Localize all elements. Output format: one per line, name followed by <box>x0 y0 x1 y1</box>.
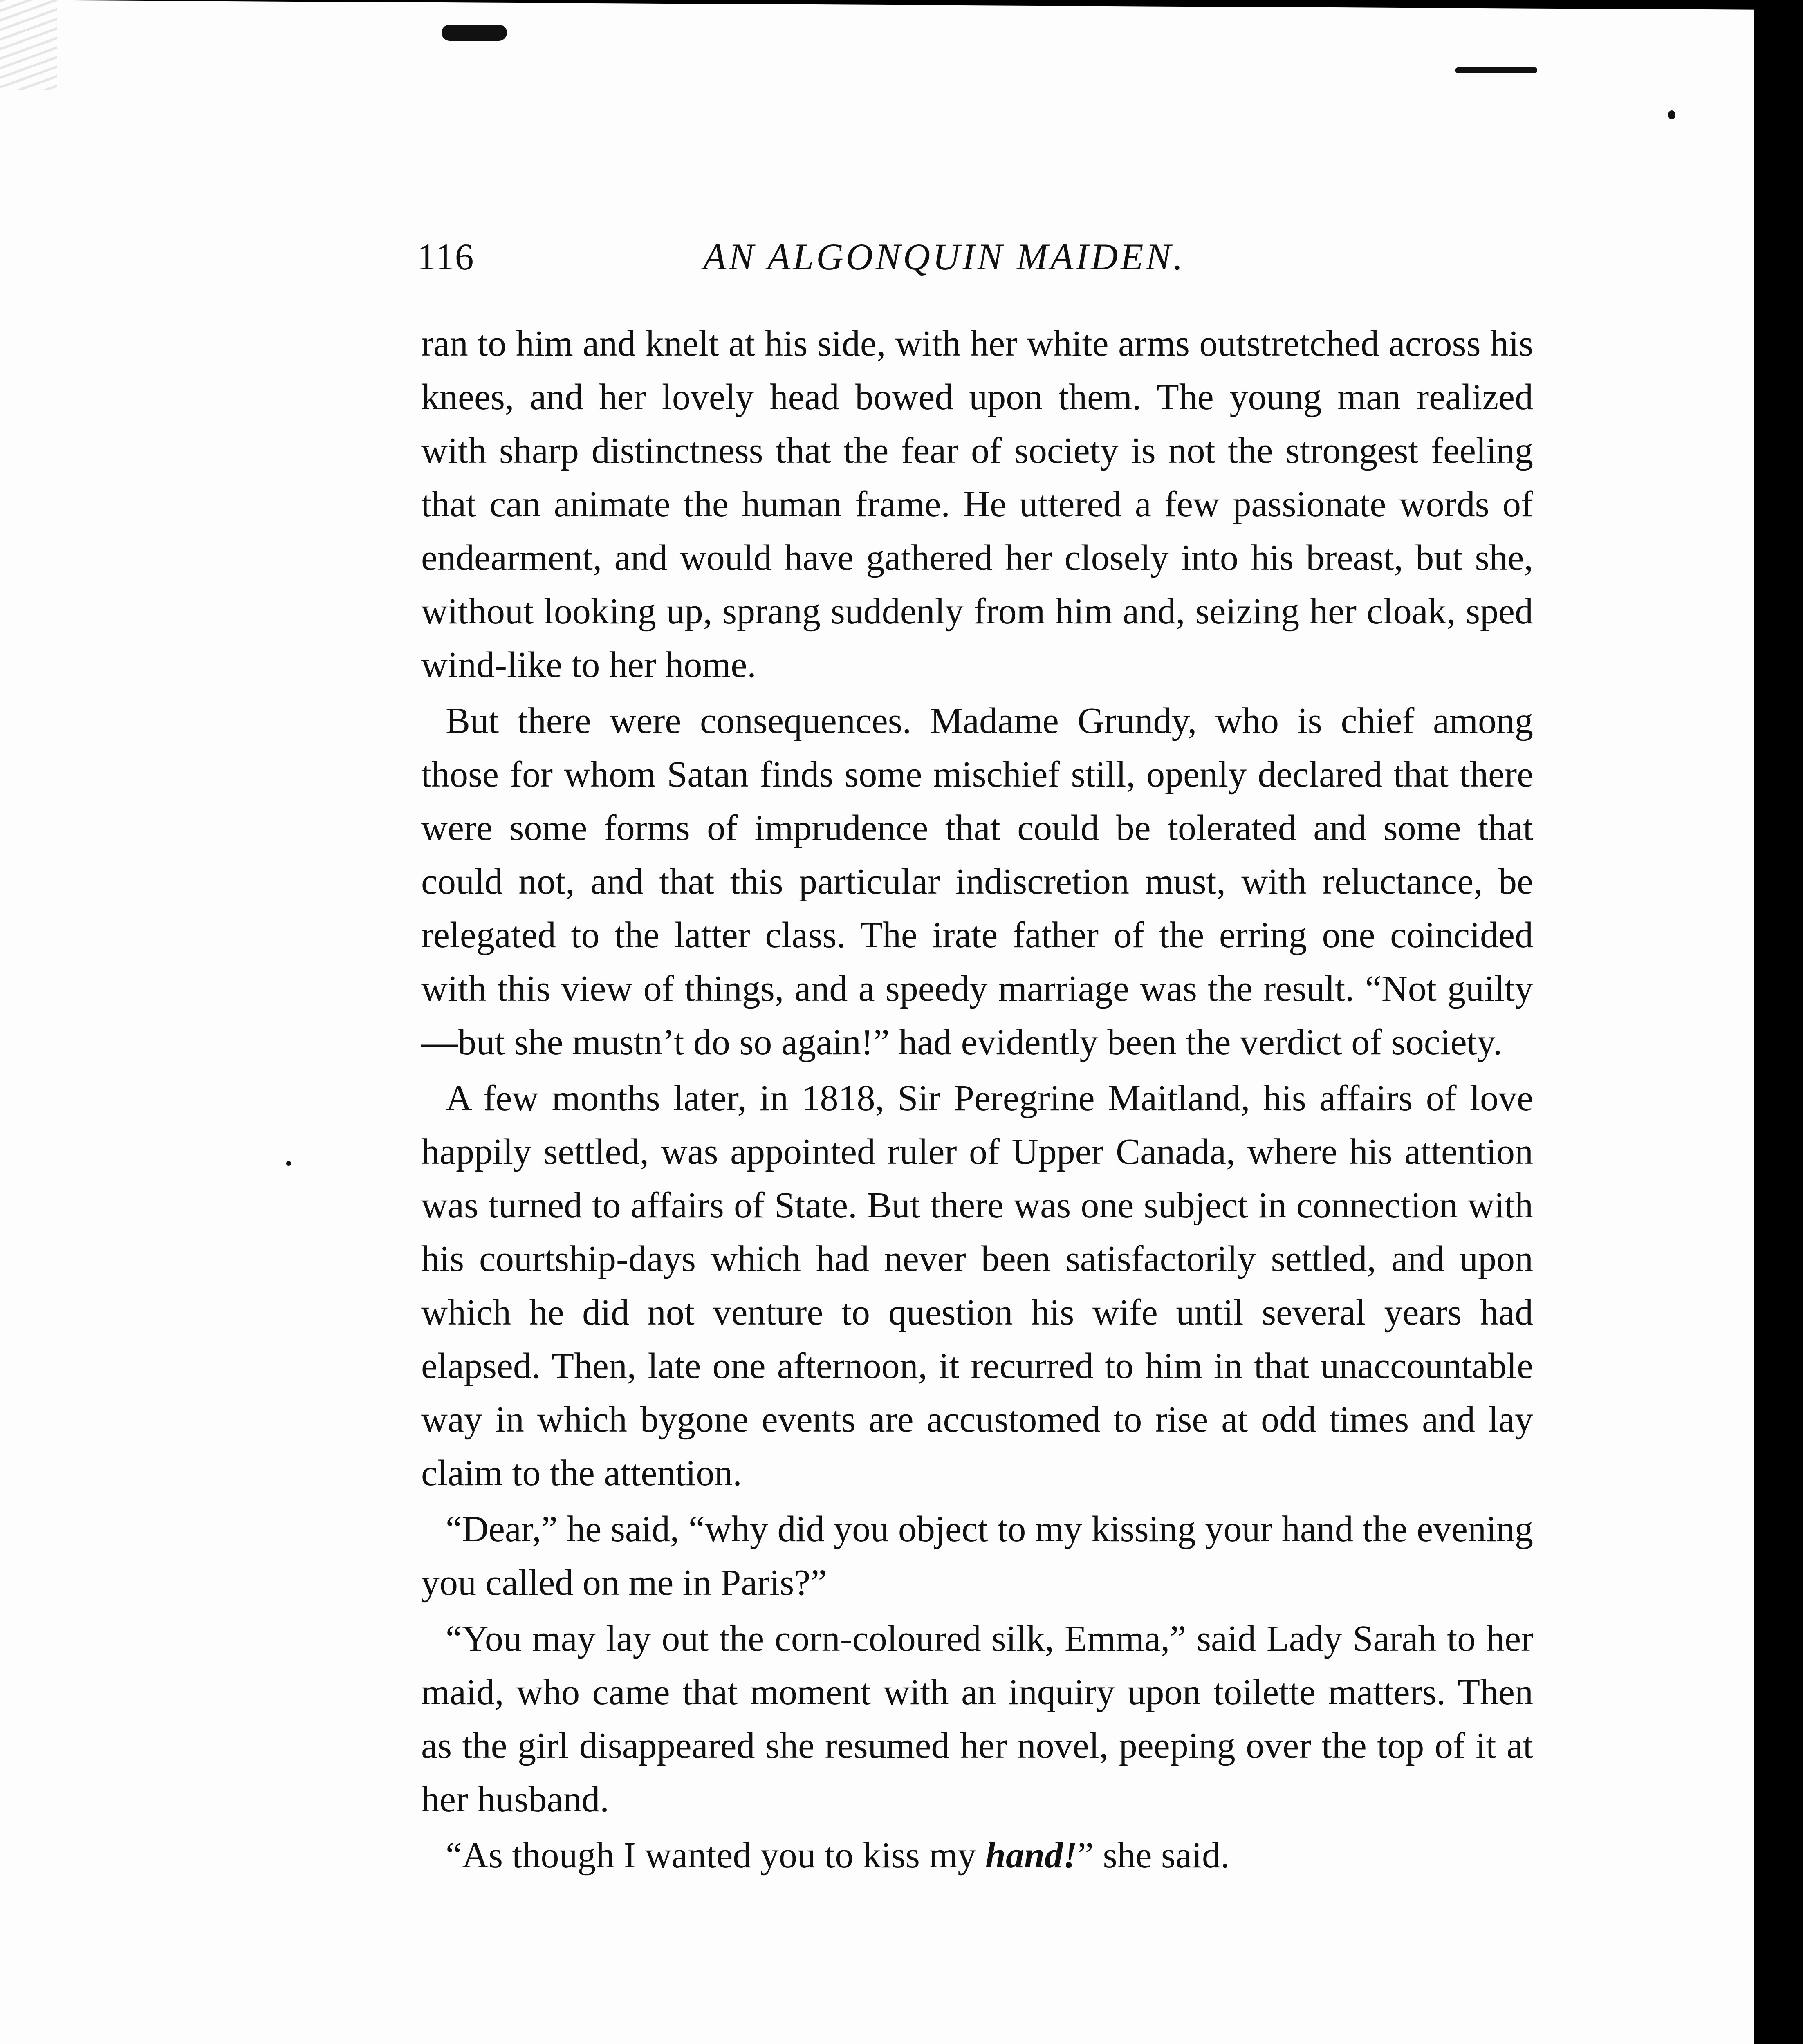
scan-edge-noise <box>0 0 57 90</box>
paragraph: A few months later, in 1818, Sir Peregrine Maitland, his affairs of love happily settled, was appointed ruler of Upper Canada, where his attention was turned to affairs of State. But there was one subject in connection with his courtship-days which had never been satisfactorily settled, and upon which he did not venture to question his wife until several years had elapsed. Then, late one afternoon, it recurred to him in that unaccountable way in which bygone events are accustomed to rise at odd times and lay claim to the attention. <box>421 1078 1533 1493</box>
page-header <box>417 235 1529 288</box>
emphasized-word: hand! <box>985 1835 1078 1876</box>
final-text-end: ” she said. <box>1077 1835 1230 1876</box>
scan-edge-shadow <box>1754 0 1803 2044</box>
final-text-start: “As though I wanted you to kiss my <box>446 1835 985 1876</box>
paragraph: “You may lay out the corn-coloured silk, Emma,” said Lady Sarah to her maid, who came that moment with an inquiry upon toilette matters. Then as the girl disappeared she resumed her novel, peeping over the top of it at her husband. <box>421 1618 1533 1820</box>
scan-speck <box>286 1161 291 1166</box>
scan-speck <box>1455 67 1537 73</box>
scan-speck <box>442 25 507 41</box>
body-text <box>421 317 1533 1885</box>
paragraph-final <box>421 1829 1533 1882</box>
scan-speck <box>1668 110 1675 119</box>
paragraph: ran to him and knelt at his side, with her white arms outstretched across his knees, and her lovely head bowed upon them. The young man realized with sharp distinctness that the fear of society is not the strongest feeling that can animate the human frame. He uttered a few passionate words of endearment, and would have gathered her closely into his breast, but she, without looking up, sprang suddenly from him and, seizing her cloak, sped wind-like to her home. <box>421 323 1533 685</box>
paragraph: “Dear,” he said, “why did you object to my kissing your hand the evening you called on me in Paris?” <box>421 1509 1533 1603</box>
running-title: AN ALGONQUIN MAIDEN. <box>703 236 1185 278</box>
page-number: 116 <box>417 236 475 278</box>
paragraph: But there were consequences. Madame Grundy, who is chief among those for whom Satan finds some mischief still, openly declared that there were some forms of imprudence that could be tolerated and some that could not, and that this particular indiscretion must, with reluctance, be relegated to the latter class. The irate father of the erring one coincided with this view of things, and a speedy marriage was the result. “Not guilty—but she mustn’t do so again!” had evidently been the verdict of society. <box>421 701 1533 1062</box>
